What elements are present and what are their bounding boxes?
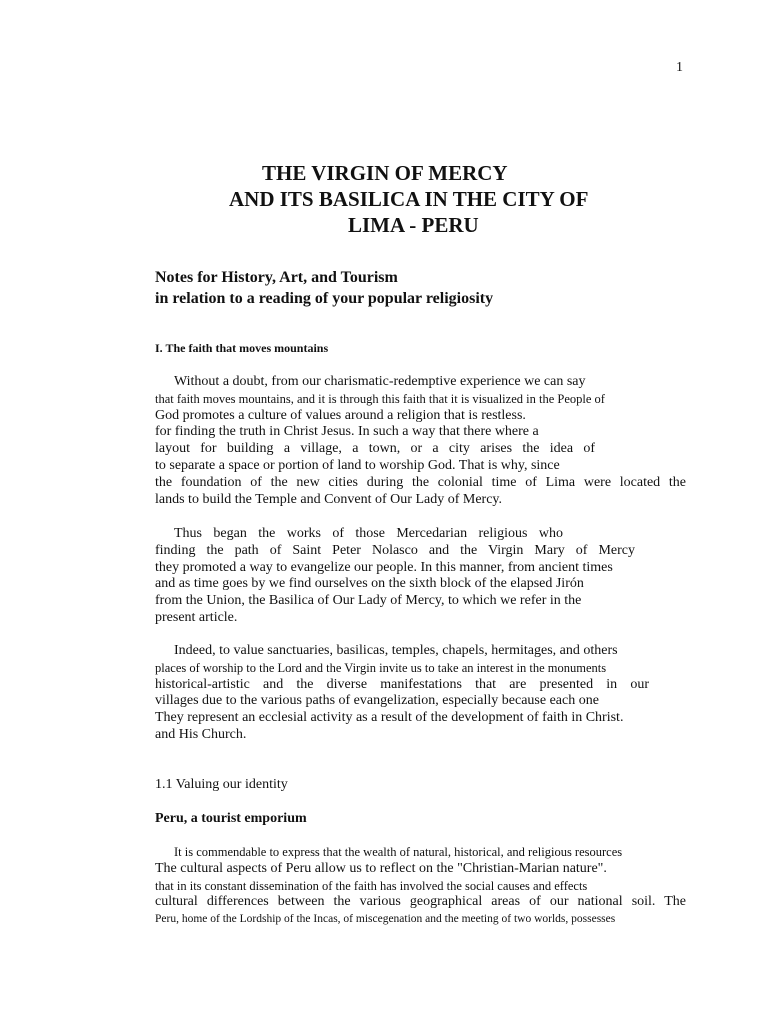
text-line: Thus began the works of those Mercedarian religious who xyxy=(174,526,563,541)
paragraph-4 xyxy=(155,844,686,928)
text-line: to separate a space or portion of land to worship God. That is why, since xyxy=(155,457,560,473)
paragraph-2 xyxy=(155,526,686,627)
text-line: and His Church. xyxy=(155,726,247,742)
text-line: and as time goes by we find ourselves on the sixth block of the elapsed Jirón xyxy=(155,576,584,592)
text-line: Indeed, to value sanctuaries, basilicas, temples, chapels, hermitages, and others xyxy=(174,643,618,658)
section-heading: I. The faith that moves mountains xyxy=(155,341,329,355)
title-line-1: THE VIRGIN OF MERCY xyxy=(262,161,508,185)
page-number: 1 xyxy=(676,60,683,75)
document-title xyxy=(0,160,768,238)
text-line: Peru, home of the Lordship of the Incas, of miscegenation and the meeting of two worlds, possesses xyxy=(155,913,616,926)
text-line: It is commendable to express that the wealth of natural, historical, and religious resources xyxy=(174,845,623,859)
paragraph-1 xyxy=(155,374,686,508)
text-line: lands to build the Temple and Convent of Our Lady of Mercy. xyxy=(155,491,502,507)
text-line: finding the path of Saint Peter Nolasco and the Virgin Mary of Mercy xyxy=(155,542,635,558)
text-line: historical-artistic and the diverse manifestations that are presented in our xyxy=(155,676,649,692)
title-line-2: AND ITS BASILICA IN THE CITY OF xyxy=(229,187,589,211)
text-line: villages due to the various paths of evangelization, especially because each one xyxy=(155,693,599,709)
text-line: the foundation of the new cities during the colonial time of Lima were located the xyxy=(155,474,686,490)
text-line: cultural differences between the various geographical areas of our national soil. The xyxy=(155,894,686,910)
text-line: that faith moves mountains, and it is through this faith that it is visualized in the People of xyxy=(155,391,605,406)
paragraph-3 xyxy=(155,643,686,744)
text-line: Without a doubt, from our charismatic-redemptive experience we can say xyxy=(174,374,586,389)
title-line-3: LIMA - PERU xyxy=(348,213,479,237)
text-line: God promotes a culture of values around a religion that is restless. xyxy=(155,407,526,423)
subsection-heading: 1.1 Valuing our identity xyxy=(155,777,288,792)
text-line: layout for building a village, a town, or a city arises the idea of xyxy=(155,441,595,457)
text-line: They represent an ecclesial activity as a result of the development of faith in Christ. xyxy=(155,710,624,726)
text-line: for finding the truth in Christ Jesus. In such a way that there where a xyxy=(155,424,539,440)
text-line: that in its constant dissemination of the faith has involved the social causes and effects xyxy=(155,878,588,893)
subsection-title: Peru, a tourist emporium xyxy=(155,811,307,826)
text-line: present article. xyxy=(155,609,238,625)
text-line: places of worship to the Lord and the Virgin invite us to take an interest in the monuments xyxy=(155,660,607,675)
text-line: they promoted a way to evangelize our people. In this manner, from ancient times xyxy=(155,559,613,575)
document-subtitle xyxy=(155,267,493,309)
subtitle-line-1: Notes for History, Art, and Tourism xyxy=(155,269,398,286)
subtitle-line-2: in relation to a reading of your popular religiosity xyxy=(155,290,494,307)
text-line: The cultural aspects of Peru allow us to reflect on the "Christian-Marian nature". xyxy=(155,860,607,876)
text-line: from the Union, the Basilica of Our Lady of Mercy, to which we refer in the xyxy=(155,593,582,609)
